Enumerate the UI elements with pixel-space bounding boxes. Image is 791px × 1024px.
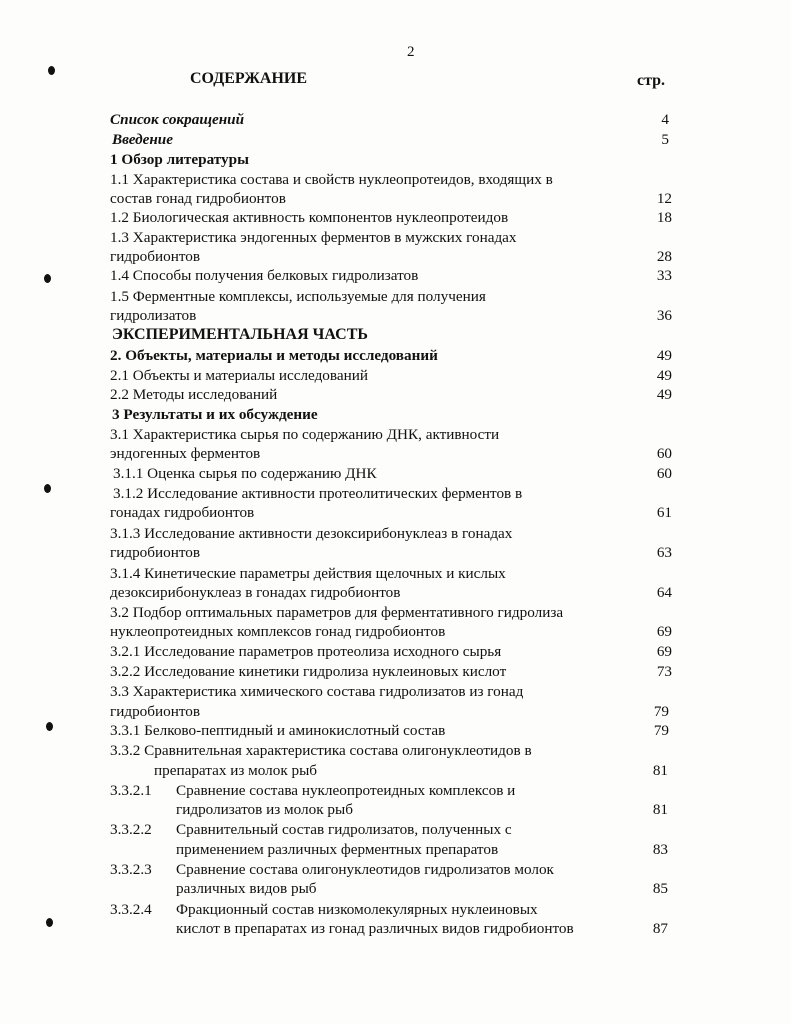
toc-page-number: 60 (656, 445, 672, 462)
page-number: 2 (407, 44, 415, 60)
toc-page-number: 83 (652, 841, 668, 858)
toc-page-number: 4 (661, 111, 669, 128)
toc-page-number: 81 (652, 762, 668, 779)
toc-page-number: 81 (652, 801, 668, 818)
page-column-label: стр. (637, 72, 666, 89)
toc-entry: дезоксирибонуклеаз в гонадах гидробионтов (110, 584, 401, 601)
toc-page-number: 61 (656, 504, 672, 521)
toc-entry: 3.1.4 Кинетические параметры действия щелочных и кислых (110, 565, 506, 582)
toc-entry-number: 3.3.2.1 (110, 782, 152, 799)
toc-page-number: 63 (656, 544, 672, 561)
toc-page-number: 69 (656, 643, 672, 660)
toc-entry: 1.5 Ферментные комплексы, используемые для получения (110, 288, 486, 305)
toc-entry: 1.1 Характеристика состава и свойств нуклеопротеидов, входящих в (110, 171, 553, 188)
toc-entry: гидролизатов из молок рыб (176, 801, 353, 818)
toc-entry: 1.4 Способы получения белковых гидролизатов (110, 267, 419, 284)
toc-page-number: 79 (653, 722, 669, 739)
toc-entry: 3.3 Характеристика химического состава гидролизатов из гонад (110, 683, 524, 700)
toc-heading: СОДЕРЖАНИЕ (190, 70, 308, 87)
toc-entry: 3 Результаты и их обсуждение (112, 406, 318, 423)
toc-entry: состав гонад гидробионтов (110, 190, 286, 207)
toc-page-number: 49 (656, 386, 672, 403)
toc-page-number: 28 (656, 248, 672, 265)
toc-entry: гонадах гидробионтов (110, 504, 255, 521)
toc-entry: 2. Объекты, материалы и методы исследований (110, 347, 438, 364)
toc-page-number: 33 (656, 267, 672, 284)
toc-page-number: 12 (656, 190, 672, 207)
toc-entry: Сравнительный состав гидролизатов, полученных с (176, 821, 512, 838)
toc-entry: 3.1.2 Исследование активности протеолитических ферментов в (113, 485, 523, 502)
toc-entry: 3.1.3 Исследование активности дезоксирибонуклеаз в гонадах (110, 525, 513, 542)
toc-entry: 3.3.2 Сравнительная характеристика состава олигонуклеотидов в (110, 742, 532, 759)
toc-entry: гидробионтов (110, 703, 201, 720)
toc-entry-number: 3.3.2.2 (110, 821, 152, 838)
toc-entry: Введение (112, 131, 173, 148)
toc-entry: эндогенных ферментов (110, 445, 261, 462)
toc-page-number: 85 (652, 880, 668, 897)
toc-entry: 1 Обзор литературы (110, 151, 249, 168)
toc-page-number: 87 (652, 920, 668, 937)
toc-page-number: 36 (656, 307, 672, 324)
toc-entry: 3.3.1 Белково-пептидный и аминокислотный состав (110, 722, 446, 739)
toc-entry: 2.2 Методы исследований (110, 386, 278, 403)
toc-page-number: 49 (656, 367, 672, 384)
toc-entry: ЭКСПЕРИМЕНТАЛЬНАЯ ЧАСТЬ (112, 326, 368, 343)
toc-page-number: 64 (656, 584, 672, 601)
toc-page-number: 49 (656, 347, 672, 364)
toc-entry: Сравнение состава нуклеопротеидных комплексов и (176, 782, 516, 799)
toc-page-number: 79 (653, 703, 669, 720)
toc-entry: 3.1.1 Оценка сырья по содержанию ДНК (113, 465, 377, 482)
toc-page-number: 69 (656, 623, 672, 640)
toc-entry: гидробионтов (110, 544, 201, 561)
toc-entry: 3.2.1 Исследование параметров протеолиза исходного сырья (110, 643, 502, 660)
toc-entry: применением различных ферментных препаратов (176, 841, 499, 858)
toc-entry: 3.2 Подбор оптимальных параметров для ферментативного гидролиза (110, 604, 564, 621)
toc-entry-number: 3.3.2.4 (110, 901, 152, 918)
toc-entry: 1.3 Характеристика эндогенных ферментов в мужских гонадах (110, 229, 517, 246)
toc-entry: препаратах из молок рыб (154, 762, 318, 779)
toc-entry: Сравнение состава олигонуклеотидов гидролизатов молок (176, 861, 554, 878)
toc-entry: нуклеопротеидных комплексов гонад гидробионтов (110, 623, 446, 640)
toc-entry: различных видов рыб (176, 880, 317, 897)
toc-entry: гидролизатов (110, 307, 197, 324)
toc-entry-number: 3.3.2.3 (110, 861, 152, 878)
toc-page-number: 73 (656, 663, 672, 680)
toc-entry: 1.2 Биологическая активность компонентов нуклеопротеидов (110, 209, 509, 226)
toc-entry: гидробионтов (110, 248, 201, 265)
toc-entry: 3.1 Характеристика сырья по содержанию ДНК, активности (110, 426, 500, 443)
toc-entry: Список сокращений (110, 111, 245, 128)
toc-entry: 2.1 Объекты и материалы исследований (110, 367, 368, 384)
toc-page-number: 60 (656, 465, 672, 482)
toc-entry: кислот в препаратах из гонад различных видов гидробионтов (176, 920, 574, 937)
toc-entry: 3.2.2 Исследование кинетики гидролиза нуклеиновых кислот (110, 663, 507, 680)
toc-page-number: 5 (661, 131, 669, 148)
toc-page-number: 18 (656, 209, 672, 226)
toc-entry: Фракционный состав низкомолекулярных нуклеиновых (176, 901, 538, 918)
